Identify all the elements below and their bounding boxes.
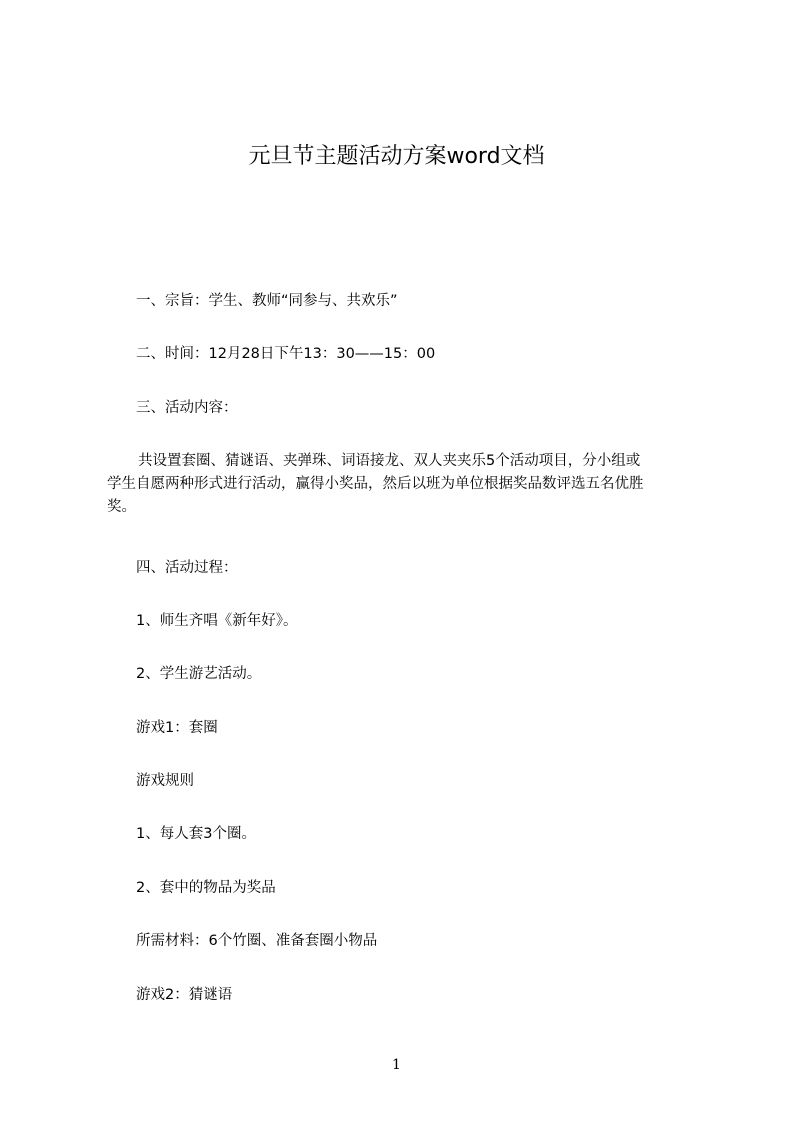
section-time: 二、时间：12月28日下午13：30——15：00: [136, 346, 436, 362]
game-2-title: 游戏2：猜谜语: [136, 987, 233, 1003]
game-1-title: 游戏1：套圈: [136, 720, 218, 736]
content-paragraph: [107, 450, 697, 519]
section-process-heading: 四、活动过程：: [136, 560, 238, 576]
content-line: 学生自愿两种形式进行活动，赢得小奖品，然后以班为单位根据奖品数评选五名优胜: [107, 476, 644, 492]
game-1-materials: 所需材料：6个竹圈、准备套圈小物品: [136, 933, 378, 949]
page-number: 1: [392, 1057, 401, 1073]
game-1-rules-heading: 游戏规则: [136, 773, 194, 789]
game-1-rule-2: 2、套中的物品为奖品: [136, 880, 276, 896]
document-title: 元旦节主题活动方案word文档: [248, 144, 545, 169]
content-line: 共设置套圈、猜谜语、夹弹珠、词语接龙、双人夹夹乐5个活动项目，分小组或: [138, 453, 641, 469]
section-content-heading: 三、活动内容：: [136, 400, 238, 416]
game-1-rule-1: 1、每人套3个圈。: [136, 826, 256, 842]
section-purpose: 一、宗旨：学生、教师“同参与、共欢乐”: [136, 293, 398, 309]
step-1: 1、师生齐唱《新年好》。: [136, 613, 298, 629]
content-line: 奖。: [107, 499, 136, 515]
step-2: 2、学生游艺活动。: [136, 666, 262, 682]
